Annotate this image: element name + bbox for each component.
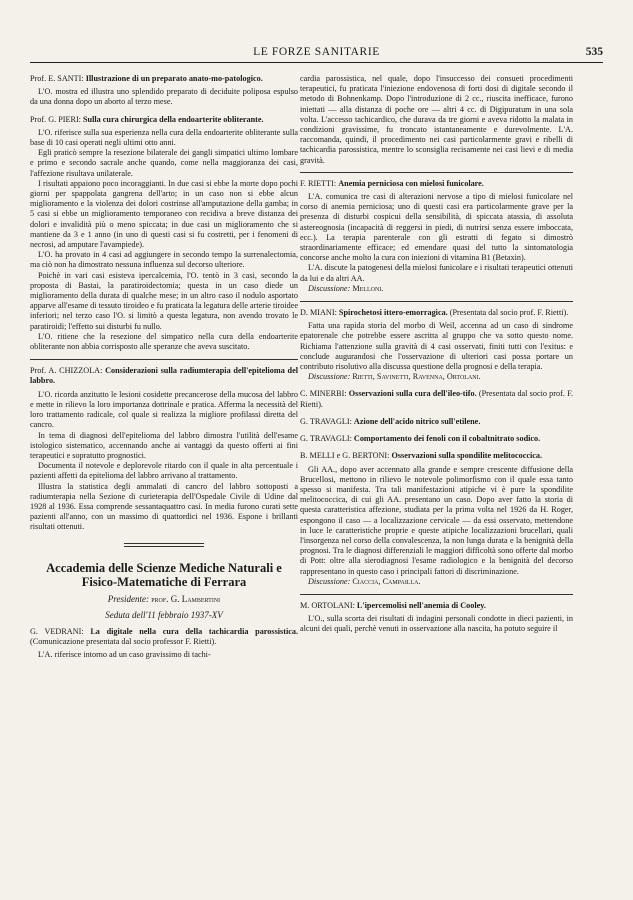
left-column [30,74,298,667]
entry-heading [300,434,573,444]
entry-travagli-2 [300,434,573,444]
paragraph: Fatta una rapida storia del morbo di Weil, accenna ad un caso di sindrome epatorenale che potrebbe essere ascritta al gruppo che va sotto questo nome. Richiama l'attenzione sulla gravità di 4 casi osservati, finiti tutti con l'exitus: e conclude augurandosi che l'osservazione di ulteriori casi possa portare un contributo risolutivo alla discussa questione della prognosi e della terapia. [300,321,573,372]
entry-author: Prof. G. PIERI: [30,114,81,124]
entry-title: Comportamento dei fenoli con il cobaltnitrato sodico. [353,434,541,444]
entry-title: L'ipercemolisi nell'anemia di Cooley. [356,600,486,610]
entry-body: L'O. mostra ed illustra uno splendido preparato di deciduite poliposa espulso da una donna dopo un aborto al terzo mese. [30,87,298,107]
paragraph: L'O. riferisce sulla sua esperienza nella cura della endoarterite obliterante sulla base di 10 casi operati negli ultimi otto anni. [30,127,298,148]
entry-melli-bertoni [300,451,573,587]
paragraph: L'O., sulla scorta dei risultati di indagini personali condotte in dieci pazienti, in alcuni dei quali, perchè venuti in osservazione alla nascita, ha potuto seguire il [300,614,573,634]
entry-author: C. MINERBI: [300,389,347,399]
paragraph: L'A. comunica tre casi di alterazioni nervose a tipo di mielosi funicolare nel corso di anemia perniciosa; uno di questi casi era particolarmente grave per la presenza di disturbi cospicui della sensibilità, di spiccata atassia, di assoluta astereognosia (incapacità di reggersi in piedi, di nutrirsi senza essere imboccata, ecc.). La terapia parenterale con gli estratti di fegato si dimostrò straordinariamente efficace; ed emendare quasi del tutto la sintomatologia concorse anche molto la cura con iniezioni di vitamina B1 (Betaxin). [300,192,573,263]
entry-miani [300,308,573,382]
header-rule [30,62,603,63]
entry-note: (Comunicazione presentata dal socio professor F. Rietti). [30,636,217,646]
entry-title: Considerazioni sulla radiumterapia dell'epitelioma del labbro. [30,366,299,386]
discussion: Discussione: Rietti, Savinetti, Ravenna, Ortolani. [308,372,481,382]
entry-author: M. ORTOLANI: [300,600,355,610]
entry-heading [300,451,573,461]
paragraph: I risultati appaiono poco incoraggianti. In due casi si ebbe la morte dopo pochi giorni per spappolata gangrena dell'arto; in un caso non si ebbe alcun miglioramento e la violenza dei dolori costrinse all'amputazione della gamba; in 5 casi si ebbe un miglioramento temporaneo con recidiva a breve distanza dei dolori e invalidità più o meno spiccata; in due casi un miglioramento che si mantiene da 3 e 1 anno (in uno di questi casi si fu costretti, per i fenomeni di necrosi, ad amputare l'avampiede). [30,178,298,250]
entry-rietti [300,179,573,294]
paragraph: Documenta il notevole e deplorevole ritardo con il quale in alta percentuale i pazienti affetti da epitelioma del labbro arrivano al trattamento. [30,461,298,481]
entry-author: G. TRAVAGLI: [300,416,352,426]
entry-heading [300,308,573,318]
entry-heading [300,601,573,611]
entry-heading [300,417,573,427]
entry-minerbi [300,389,573,409]
entry-title: Anemia perniciosa con mielosi funicolare. [338,178,484,188]
entry-title: Osservazioni sulla spondilite melitococcica. [391,451,543,461]
right-column [300,74,573,642]
divider [300,172,573,173]
paragraph: L'O. ricorda anzitutto le lesioni cosidette precancerose della mucosa del labbro e mette in rilievo la loro importanza dottrinale e pratica. Afferma la necessità del loro trattamento radicale, col quale si realizza la migliore profilassi diretta del cancro. [30,389,298,430]
entry-vedrani [30,627,298,661]
academy-session: Seduta dell'11 febbraio 1937-XV [105,609,223,620]
entry-pieri [30,115,298,353]
entry-title: Azione dell'acido nitrico sull'etilene. [353,416,481,426]
entry-santi [30,74,298,108]
entry-author: Prof. E. SANTI: [30,74,84,83]
academy-president: Presidente: prof. G. Lambertini [107,593,221,604]
entry-ortolani [300,601,573,635]
entry-heading [300,389,573,409]
entry-heading [300,179,573,189]
paragraph: Poichè in vari casi esisteva ipercalcemia, l'O. tentò in 3 casi, secondo la proposta di Bastai, la paratiroidectomia; questa in un caso diede un miglioramento della durata di qualche mese; in un altro caso il nodulo asportato apparve all'esame di tessuto tiroideo e fu praticata la legatura delle arterie tiroidee inferiori; nel terzo caso l'O. si limitò a questa legatura, non avendo trovato le paratiroidi; l'effetto sui disturbi fu nullo. [30,270,298,331]
paragraph: Illustra la statistica degli ammalati di cancro del labbro sottoposti a radiumterapia nella Sezione di curieterapia dell'Ospedale Civile di Udine dal 1928 al 1936. Essa comprende sessantaquattro casi. In media furono curati sette pazienti all'anno, con un massimo di quattordici nel 1936. Espone i brillanti risultati ottenuti. [30,481,298,532]
entry-author: G. TRAVAGLI: [300,434,352,444]
paragraph: Gli AA., dopo aver accennato alla grande e sempre crescente diffusione della Brucellosi, mettono in rilievo le notevole polimorfismo con il quale essa tanto spesso si manifesta. Tra tali manifestazioni atipiche vi è pure la spondilite melitococcica, di cui gli AA. presentano un caso. Dopo aver fatto la storia di questa caratteristica affezione, studiata per la prima volta nel 1926 da H. Roger, espongono il caso — a localizzazione cervicale — da essi osservato, mettendone in luce le caratteristiche proprie e queste atipiche localizzazioni brucellari, quali l'insorgenza nel corso della convalescenza, la non lunga durata e la benignità della prognosi. Tra le diagnosi differenziali le maggiori difficoltà sono offerte dal morbo di Pott: oltre alla sierodiagnosi l'esame radiologico e la benignità del decorso rappresentano in questo caso i principali fattori di discriminazione. [300,464,573,576]
discussion: Discussione: Ciaccia, Campailla. [308,576,421,586]
entry-heading [30,366,298,386]
paragraph: Egli praticò sempre la resezione bilaterale dei gangli simpatici ultimo lombare e primo e secondo sacrale anche quando, come nella maggioranza dei casi, l'affezione risultava unilaterale. [30,148,298,178]
page-number: 535 [585,46,603,58]
discussion: Discussione: Melloni. [308,283,384,293]
entry-travagli-1 [300,417,573,427]
entry-chizzola [30,366,298,532]
ornament-divider [124,543,204,547]
page-header [30,46,603,68]
entry-author: F. RIETTI: [300,178,337,188]
divider [30,359,298,360]
paragraph: L'A. riferisce intorno ad un caso gravissimo di tachi- [38,649,211,659]
journal-title: LE FORZE SANITARIE [253,46,380,58]
paragraph: L'O. ritiene che la resezione del simpatico nella cura della endoarterite obliterante non abbia corrisposto alle speranze che aveva suscitato. [30,331,298,352]
paragraph-continued: cardia parossistica, nel quale, dopo l'insuccesso dei consueti procedimenti terapeutici, fu praticata l'iniezione endovenosa di forti dosi di digitale secondo il metodo di Bohnenkamp. Dopo l'introduzione di 2 cc., riuscita inefficace, furono iniettati — alla distanza di poche ore — altri 4 cc. di Digipuratum in una sola volta. L'accesso tachicardico, che durava da tre giorni e aveva ridotto la malata in condizioni gravissime, fu troncato istantaneamente e durevolmente. L'A. raccomanda, quindi, il procedimento nei casi particolarmente gravi e ribelli di tachicardia parossistica, mentre lo sconsiglia recisamente nei casi lievi e di media gravità. [300,74,573,165]
entry-title: Osservazioni sulla cura dell'ileo-tifo. [348,389,477,399]
entry-title: Spirochetosi ittero-emorragica. [338,308,448,318]
entry-heading [30,74,298,84]
entry-author: B. MELLI e G. BERTONI: [300,451,390,461]
divider [300,301,573,302]
entry-title: La digitale nella cura della tachicardia parossistica. [90,626,298,636]
academy-name: Accademia delle Scienze Mediche Naturali e Fisico-Matematiche di Ferrara [46,560,282,589]
entry-title: Illustrazione di un preparato anato-mo-patologico. [85,74,263,83]
entry-note: (Presentata dal socio prof. F. Rietti). [449,308,569,318]
entry-heading [30,115,298,125]
entry-author: Prof. A. CHIZZOLA: [30,366,103,376]
paragraph: In tema di diagnosi dell'epitelioma del labbro dimostra l'utilità dell'esame istologico sistematico, accennando anche ai vantaggi da questo offerti ai fini terapeutici e sopratutto prognostici. [30,430,298,460]
divider [300,594,573,595]
paragraph: L'A. discute la patogenesi della mielosi funicolare e i risultati terapeutici ottenuti da lui e da altri AA. [300,263,573,283]
academy-heading [30,561,298,621]
entry-author: D. MIANI: [300,308,337,318]
entry-author: G. VEDRANI: [30,626,84,636]
paragraph: L'O. ha provato in 4 casi ad aggiungere in secondo tempo la surrenalectomia, ma ciò non ha dimostrato nessuna influenza sul decorso ulteriore. [30,250,298,270]
entry-heading [30,627,298,647]
entry-title: Sulla cura chirurgica della endoarterite obliterante. [83,114,264,124]
entry-note: (Presentata dal socio prof. F. Rietti). [300,389,574,409]
